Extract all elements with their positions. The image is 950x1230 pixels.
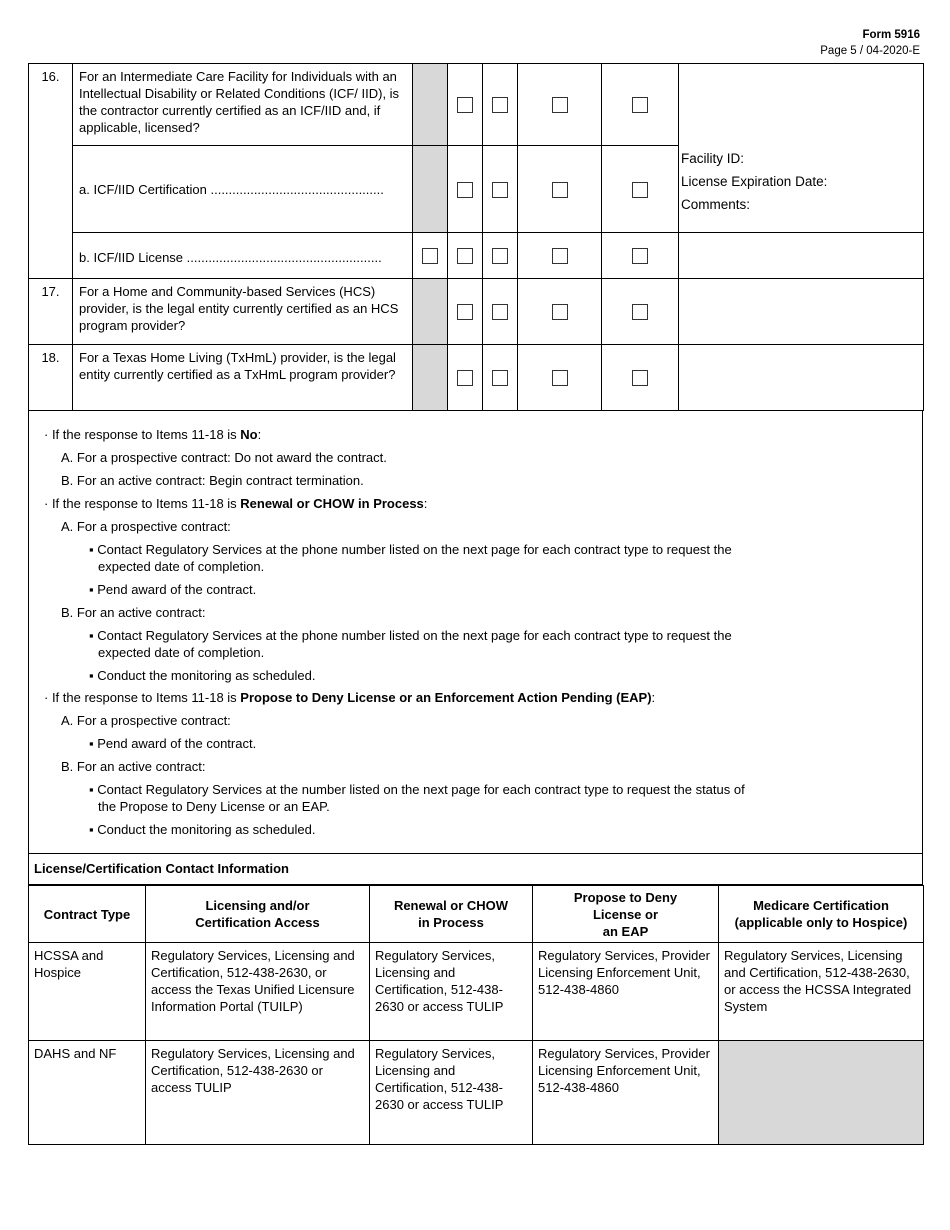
cell-licensing: Regulatory Services, Licensing and Certification, 512-438-2630 or access TULIP [146,1041,370,1145]
instruction-line: ▪ Contact Regulatory Services at the phone number listed on the next page for each contract type to request the [89,628,732,643]
checkbox[interactable] [552,370,568,386]
comments-cell[interactable] [679,64,924,233]
form-name: Form 5916 [862,29,920,41]
instruction-line: expected date of completion. [98,559,265,574]
cell-licensing: Regulatory Services, Licensing and Certification, 512-438-2630, or access the Texas Unified Licensure Information Portal (TUILP) [146,943,370,1041]
instruction-line: ▪ Pend award of the contract. [89,736,257,751]
page-info: Page 5 / 04-2020-E [820,45,920,57]
checkbox[interactable] [552,97,568,113]
checkbox[interactable] [552,182,568,198]
instruction-line: expected date of completion. [98,645,265,660]
checkbox[interactable] [492,97,508,113]
contact-row [29,943,924,1041]
header-contract-type: Contract Type [29,886,146,943]
item-number: 17. [29,279,73,345]
instruction-line: the Propose to Deny License or an EAP. [98,799,330,814]
cell-deny: Regulatory Services, Provider Licensing Enforcement Unit, 512-438-4860 [533,943,719,1041]
cell-contract-type: HCSSA and Hospice [29,943,146,1041]
cell-renewal: Regulatory Services, Licensing and Certification, 512-438-2630 or access TULIP [370,943,533,1041]
instruction-renewal: · If the response to Items 11-18 is Renewal or CHOW in Process: [44,496,428,511]
checkbox[interactable] [492,248,508,264]
comments-cell[interactable] [679,345,924,411]
item-question: For a Home and Community-based Services (HCS) provider, is the legal entity currently certified as an HCS program provider? [73,279,413,345]
checkbox[interactable] [457,97,473,113]
instruction-deny: · If the response to Items 11-18 is Propose to Deny License or an Enforcement Action Pending (EAP): [44,690,656,705]
item-17-row [29,279,924,345]
item-number: 16. [29,64,73,279]
contact-table [28,885,924,1145]
comments-cell[interactable] [679,233,924,279]
checkbox[interactable] [457,370,473,386]
checkbox[interactable] [457,182,473,198]
item-18-row [29,345,924,411]
checkbox[interactable] [632,97,648,113]
checkbox[interactable] [632,370,648,386]
checkbox[interactable] [552,304,568,320]
comments-cell[interactable] [679,279,924,345]
shaded-cell [413,345,448,411]
instruction-no: · If the response to Items 11-18 is No: [44,427,262,442]
shaded-cell [413,146,448,233]
instruction-line: ▪ Conduct the monitoring as scheduled. [89,822,316,837]
instruction-line: B. For an active contract: [61,605,206,620]
item-question: For a Texas Home Living (TxHmL) provider, is the legal entity currently certified as a TxHmL program provider? [73,345,413,411]
item-question: For an Intermediate Care Facility for Individuals with an Intellectual Disability or Related Conditions (ICF/ IID), is the contractor currently certified as an ICF/IID and, if applicable, licensed? [73,64,413,146]
instruction-line: A. For a prospective contract: Do not award the contract. [61,450,387,465]
checkbox[interactable] [457,304,473,320]
checkbox[interactable] [492,304,508,320]
contact-header-row [29,886,924,943]
cell-renewal: Regulatory Services, Licensing and Certification, 512-438-2630 or access TULIP [370,1041,533,1145]
cell-contract-type: DAHS and NF [29,1041,146,1145]
instruction-line: ▪ Pend award of the contract. [89,582,257,597]
contact-section-title [28,853,923,885]
contact-title-text: License/Certification Contact Information [34,861,289,876]
header-medicare: Medicare Certification (applicable only to Hospice) [719,886,924,943]
items-table [28,63,924,411]
shaded-cell [413,64,448,146]
instruction-line: ▪ Contact Regulatory Services at the phone number listed on the next page for each contract type to request the [89,542,732,557]
instruction-line: A. For a prospective contract: [61,519,231,534]
instruction-line: ▪ Conduct the monitoring as scheduled. [89,668,316,683]
shaded-cell [413,279,448,345]
item-16b-row [29,233,924,279]
facility-id-label: Facility ID: [681,151,745,166]
instruction-line: B. For an active contract: Begin contract termination. [61,473,364,488]
checkbox[interactable] [492,182,508,198]
checkbox[interactable] [492,370,508,386]
instructions-box [28,410,923,854]
checkbox[interactable] [422,248,438,264]
form-header [820,27,920,59]
item-subquestion: b. ICF/IID License ...................................................... [73,233,413,279]
item-subquestion: a. ICF/IID Certification ................................................ [73,146,413,233]
checkbox[interactable] [552,248,568,264]
cell-deny: Regulatory Services, Provider Licensing Enforcement Unit, 512-438-4860 [533,1041,719,1145]
item-number: 18. [29,345,73,411]
instruction-line: B. For an active contract: [61,759,206,774]
checkbox[interactable] [457,248,473,264]
checkbox[interactable] [632,304,648,320]
checkbox[interactable] [632,248,648,264]
contact-row [29,1041,924,1145]
comments-label: Comments: [681,197,751,212]
cell-medicare: Regulatory Services, Licensing and Certification, 512-438-2630, or access the HCSSA Integrated System [719,943,924,1041]
item-16-row [29,64,924,146]
header-renewal: Renewal or CHOW in Process [370,886,533,943]
header-licensing: Licensing and/or Certification Access [146,886,370,943]
cell-medicare-na [719,1041,924,1145]
instruction-line: A. For a prospective contract: [61,713,231,728]
license-expiration-label: License Expiration Date: [681,174,828,189]
instruction-line: ▪ Contact Regulatory Services at the number listed on the next page for each contract type to request the status of [89,782,745,797]
checkbox[interactable] [632,182,648,198]
header-deny: Propose to Deny License or an EAP [533,886,719,943]
